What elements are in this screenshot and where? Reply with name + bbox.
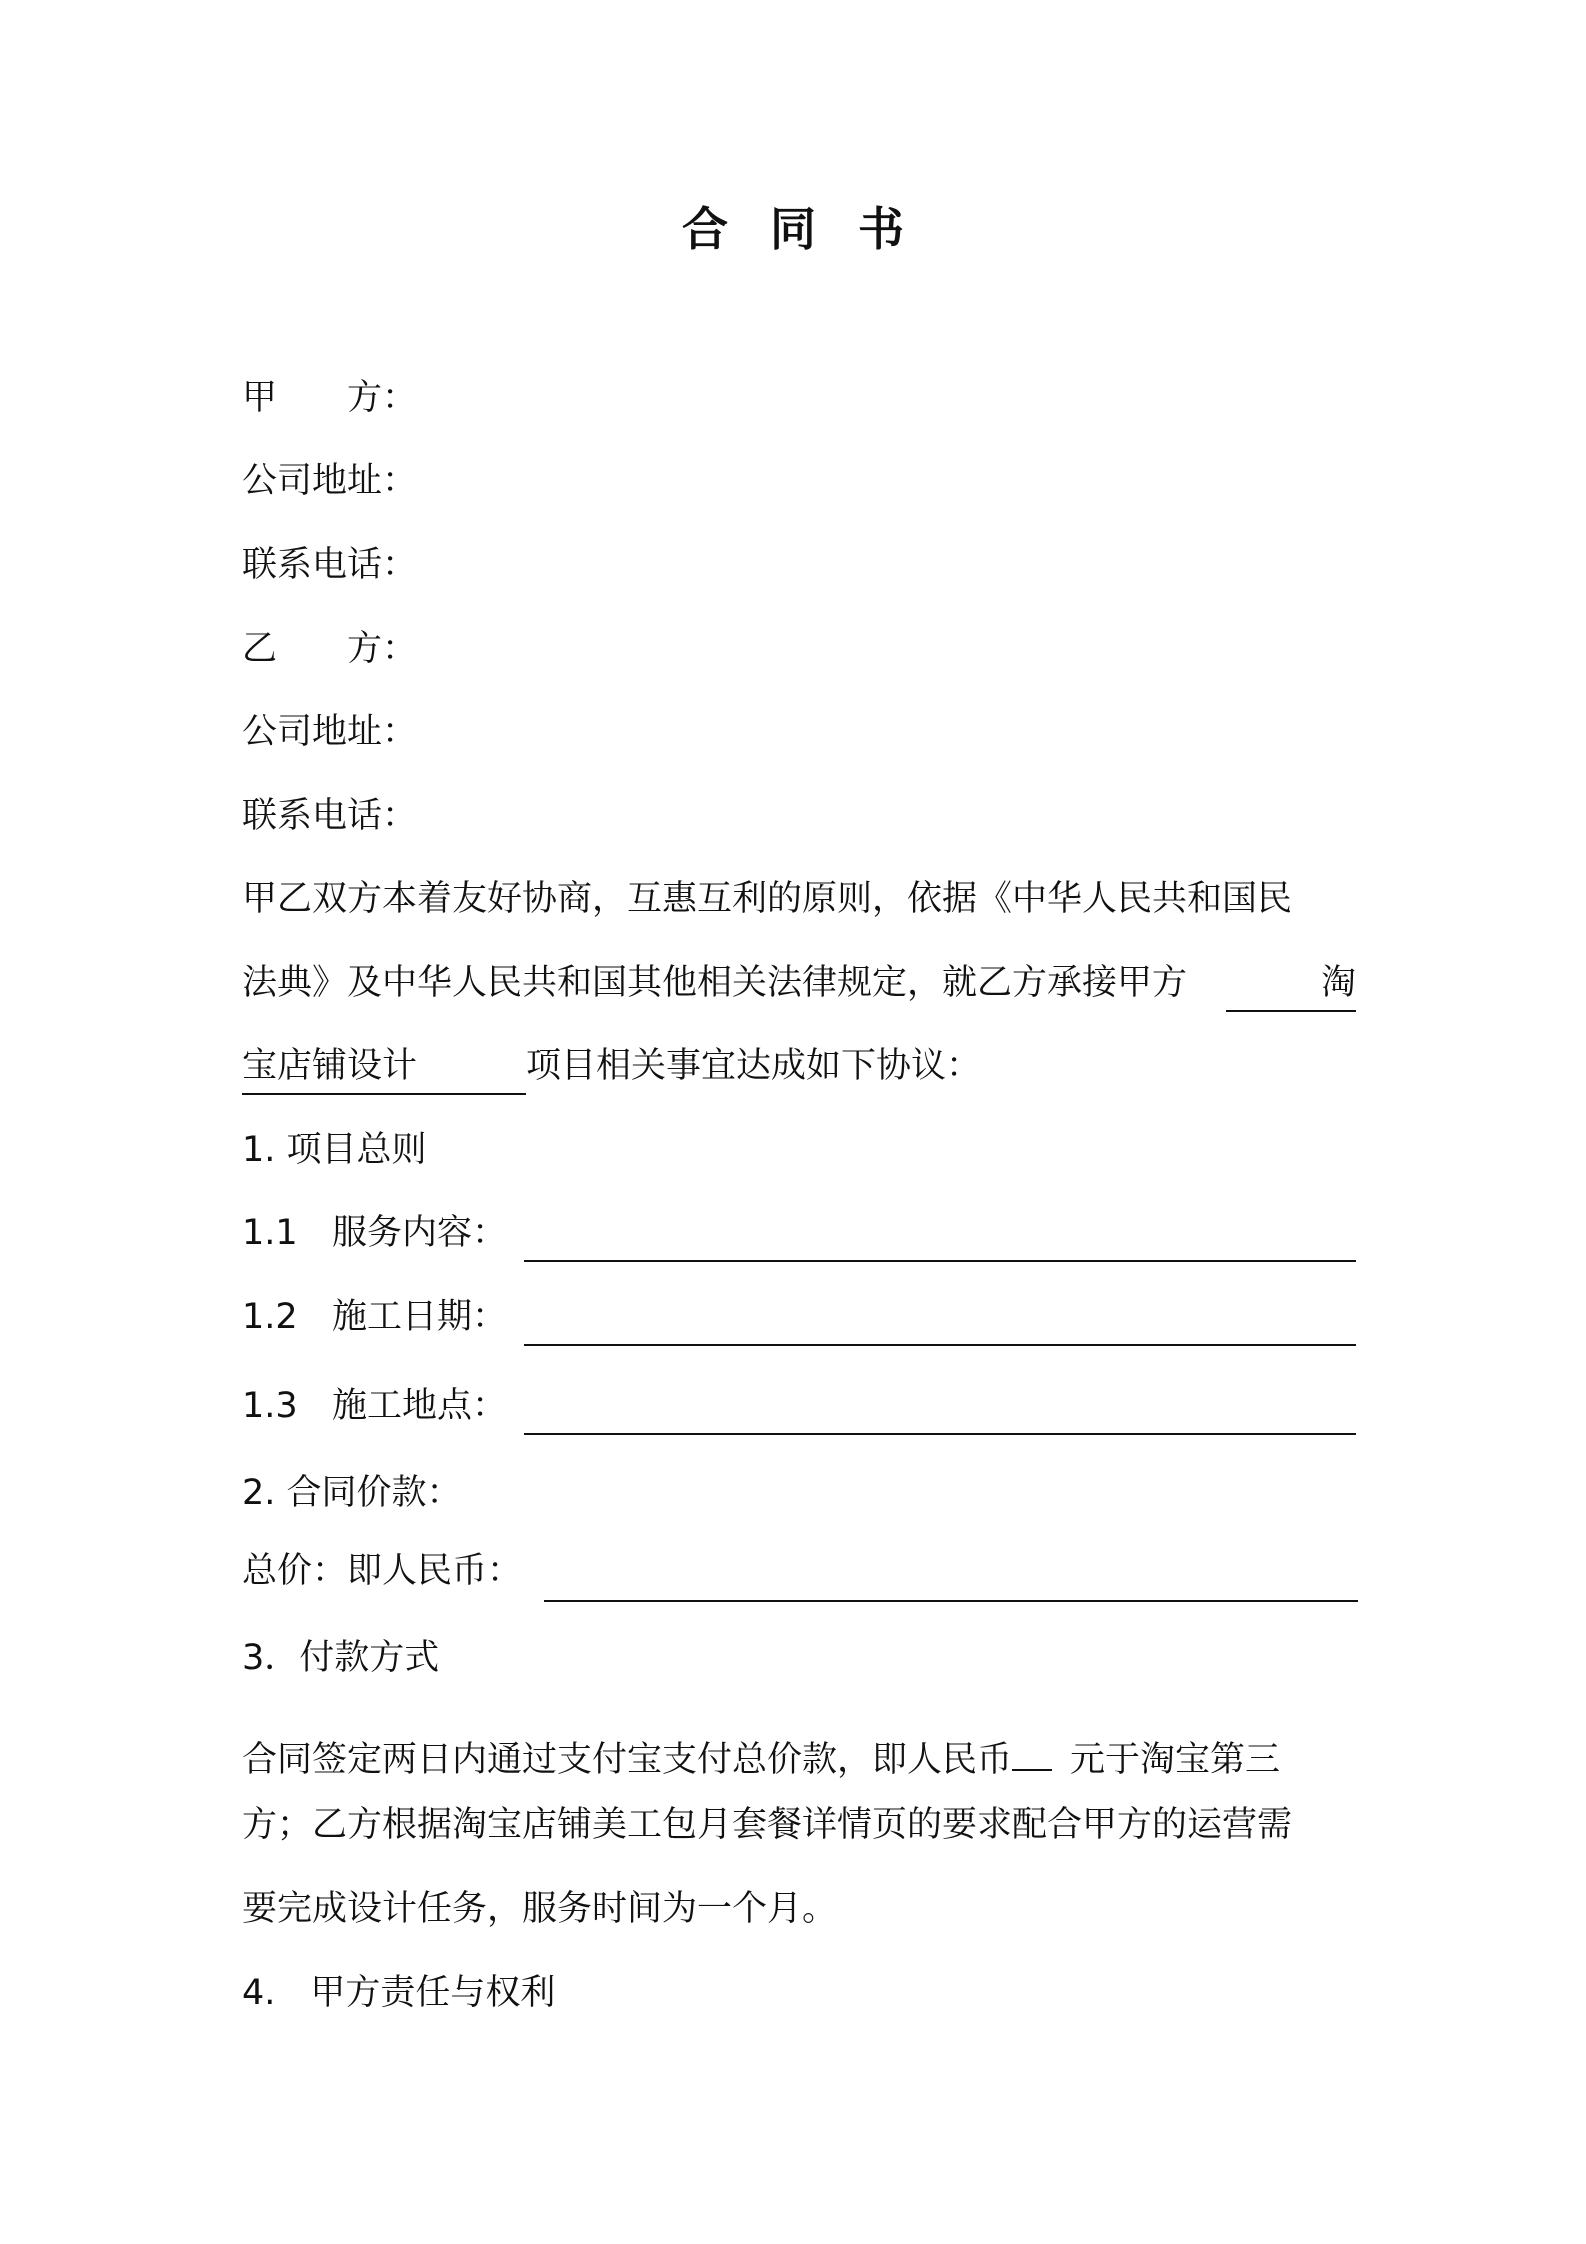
construction-date-number: 1.2 xyxy=(242,1297,298,1337)
construction-date-field[interactable] xyxy=(524,1292,1356,1346)
party-a-label: 甲 方： xyxy=(242,378,418,418)
project-name-part-1: 淘 xyxy=(1320,963,1356,1003)
construction-location-number: 1.3 xyxy=(242,1386,298,1426)
payment-line-2: 方；乙方根据淘宝店铺美工包月套餐详情页的要求配合甲方的运营需 xyxy=(242,1805,1293,1845)
payment-amount-blank[interactable] xyxy=(1012,1717,1052,1771)
construction-location-field[interactable] xyxy=(524,1381,1356,1435)
total-price-field[interactable] xyxy=(544,1546,1358,1602)
service-content-field[interactable] xyxy=(524,1208,1356,1262)
project-name-blank-1 xyxy=(1226,958,1356,1012)
preamble-line-2 xyxy=(242,958,1356,1008)
document-title: 合同书 xyxy=(682,202,946,256)
party-b-phone-label: 联系电话： xyxy=(242,796,418,836)
service-content-row xyxy=(242,1208,1356,1258)
service-content-label: 服务内容： xyxy=(332,1213,508,1253)
preamble-line-2-text: 法典》及中华人民共和国其他相关法律规定，就乙方承接甲方 xyxy=(242,963,1188,1003)
payment-line-1 xyxy=(242,1717,1280,1785)
construction-date-row xyxy=(242,1292,1356,1342)
project-name-part-2: 宝店铺设计 xyxy=(242,1046,418,1086)
party-b-label: 乙 方： xyxy=(242,629,418,669)
payment-line-3: 要完成设计任务，服务时间为一个月。 xyxy=(242,1889,838,1929)
preamble-line-1: 甲乙双方本着友好协商，互惠互利的原则，依据《中华人民共和国民 xyxy=(242,879,1293,919)
construction-location-label: 施工地点： xyxy=(332,1386,508,1426)
payment-line-1-text-b: 元于淘宝第三 xyxy=(1070,1740,1281,1780)
section-4-heading: 4. 甲方责任与权利 xyxy=(242,1973,556,2013)
section-1-heading: 1. 项目总则 xyxy=(242,1130,427,1170)
section-3-heading: 3．付款方式 xyxy=(242,1638,440,1678)
section-2-heading: 2. 合同价款： xyxy=(242,1473,462,1513)
preamble-line-3-tail: 项目相关事宜达成如下协议： xyxy=(526,1046,982,1086)
party-a-address-label: 公司地址： xyxy=(242,461,418,501)
party-a-phone-label: 联系电话： xyxy=(242,545,418,585)
construction-location-row xyxy=(242,1381,1356,1431)
project-name-blank-2 xyxy=(242,1041,526,1095)
preamble-line-3 xyxy=(242,1041,981,1095)
payment-line-1-text-a: 合同签定两日内通过支付宝支付总价款，即人民币 xyxy=(242,1740,1013,1780)
construction-date-label: 施工日期： xyxy=(332,1297,508,1337)
total-price-row xyxy=(242,1546,1358,1596)
party-b-address-label: 公司地址： xyxy=(242,712,418,752)
total-price-label: 总价：即人民币： xyxy=(242,1551,523,1591)
service-content-number: 1.1 xyxy=(242,1213,298,1253)
